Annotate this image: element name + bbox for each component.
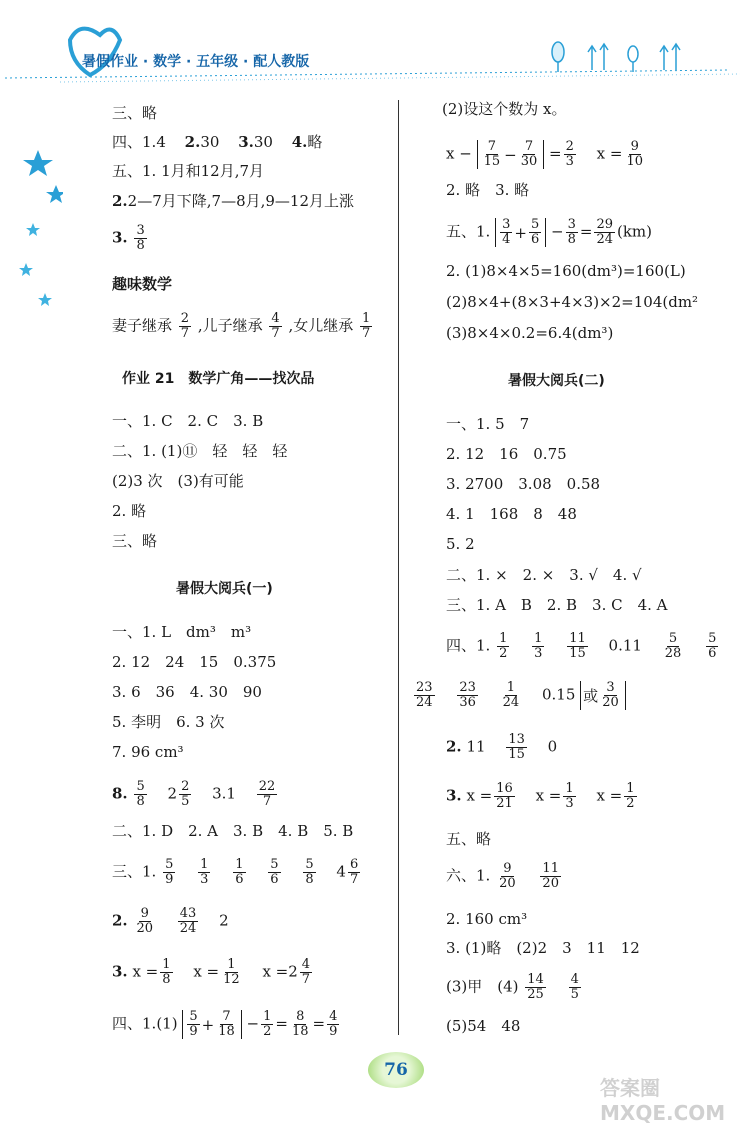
answer-line: 2. 12 24 15 0.375	[112, 653, 277, 671]
answer-line: 五、略	[446, 830, 492, 848]
answer-line: $\frac{23}{24}$ $\frac{23}{36}$ $\frac{1}{24}$ 0.15 或 $\frac{3}{20}$	[412, 681, 626, 710]
header-title: 暑假作业 · 数学 · 五年级 · 配人教版	[82, 54, 310, 70]
answer-line: (5)54 48	[446, 1017, 521, 1035]
answer-line: 三、1. A B 2. B 3. C 4. A	[446, 596, 668, 614]
answer-line: 二、1. × 2. × 3. √ 4. √	[446, 566, 642, 584]
column-divider	[398, 100, 399, 1035]
answer-line: 3. (1)略 (2)2 3 11 12	[446, 939, 640, 957]
answer-line: 一、1. C 2. C 3. B	[112, 412, 264, 430]
star-icons	[18, 145, 63, 315]
answer-line: 2. $\frac{9}{20}$ $\frac{43}{24}$ 2	[112, 906, 229, 936]
section-title: 暑假大阅兵(一)	[176, 581, 273, 597]
answer-line: 六、1. $\frac{9}{20}$ $\frac{11}{20}$	[446, 861, 559, 891]
answer-line: (3)甲 (4) $\frac{14}{25}$ $\frac{4}{5}$	[446, 972, 579, 1002]
answer-line: 2.2—7月下降,7—8月,9—12月上涨	[112, 192, 355, 210]
answer-line: 2. 略	[112, 502, 147, 520]
page-number-badge	[368, 1052, 424, 1088]
page-header	[0, 0, 750, 100]
answer-line: 7. 96 cm³	[112, 743, 184, 761]
answer-line: 2. 略 3. 略	[446, 181, 530, 199]
answer-line: 三、1. $\frac{5}{9}$ $\frac{1}{3}$ $\frac{1}{6}$ $\frac{5}{6}$ $\frac{5}{8}$ 4 $\frac{6}{7}$	[112, 857, 359, 887]
answer-line: 四、1.(1) $\frac{5}{9}$ + $\frac{7}{18}$ − $\frac{1}{2}$ = $\frac{8}{18}$ = $\frac{4}{9}$	[112, 1009, 338, 1039]
answer-line: 3. $\frac{3}{8}$	[112, 223, 145, 253]
answer-line: x − $\frac{7}{15}$ − $\frac{7}{30}$ = $\frac{2}{3}$ x = $\frac{9}{10}$	[446, 139, 643, 169]
section-title: 作业 21 数学广角——找次品	[122, 371, 315, 387]
answer-line: (3)8×4×0.2=6.4(dm³)	[446, 324, 614, 342]
section-heading: 趣味数学	[112, 275, 173, 293]
answer-line: 8. $\frac{5}{8}$ 2 $\frac{2}{5}$ 3.1 $\frac{22}{7}$	[112, 779, 276, 809]
answer-line: 2. 12 16 0.75	[446, 445, 567, 463]
answer-line: 2. (1)8×4×5=160(dm³)=160(L)	[446, 262, 686, 280]
answer-line: 四、1.4 2.30 3.30 4.略	[112, 133, 323, 151]
answer-line: 一、1. L dm³ m³	[112, 623, 252, 641]
answer-line: 一、1. 5 7	[446, 415, 530, 433]
answer-line: 5. 2	[446, 535, 475, 553]
answer-line: 2. 160 cm³	[446, 910, 528, 928]
watermark: 答案圈 MXQE.COM	[600, 1076, 726, 1125]
tree-icon	[548, 40, 688, 75]
answer-line: 3. x = $\frac{16}{21}$ x = $\frac{1}{3}$ x = $\frac{1}{2}$	[446, 781, 635, 811]
answer-line: 3. x = $\frac{1}{8}$ x = $\frac{1}{12}$ x =2 $\frac{4}{7}$	[112, 957, 311, 987]
answer-line: 3. 6 36 4. 30 90	[112, 683, 262, 701]
page-number: 76	[384, 1060, 408, 1080]
answer-line: 五、1. $\frac{3}{4}$ + $\frac{5}{6}$ − $\frac{3}{8}$ = $\frac{29}{24}$ (km)	[446, 217, 653, 247]
answer-line: 二、1. (1)⑪ 轻 轻 轻	[112, 442, 288, 460]
answer-line: 3. 2700 3.08 0.58	[446, 475, 601, 493]
answer-line: (2)3 次 (3)有可能	[112, 472, 244, 490]
answer-line: 2. 11 $\frac{13}{15}$ 0	[446, 732, 558, 762]
answer-line: 二、1. D 2. A 3. B 4. B 5. B	[112, 822, 354, 840]
answer-line: 妻子继承 $\frac{2}{7}$ ,儿子继承 $\frac{4}{7}$ ,女儿继承 $\frac{1}{7}$	[112, 311, 371, 341]
section-title: 暑假大阅兵(二)	[508, 373, 605, 389]
answer-line: 4. 1 168 8 48	[446, 505, 577, 523]
answer-line: (2)8×4+(8×3+4×3)×2=104(dm²	[446, 293, 699, 311]
answer-line: 五、1. 1月和12月,7月	[112, 162, 265, 180]
answer-line: (2)设这个数为 x。	[442, 100, 567, 118]
answer-line: 三、略	[112, 104, 158, 122]
answer-line: 四、1. $\frac{1}{2}$ $\frac{1}{3}$ $\frac{11}{15}$ 0.11 $\frac{5}{28}$ $\frac{5}{6}$	[446, 631, 717, 661]
answer-line: 5. 李明 6. 3 次	[112, 713, 225, 731]
answer-line: 三、略	[112, 532, 158, 550]
